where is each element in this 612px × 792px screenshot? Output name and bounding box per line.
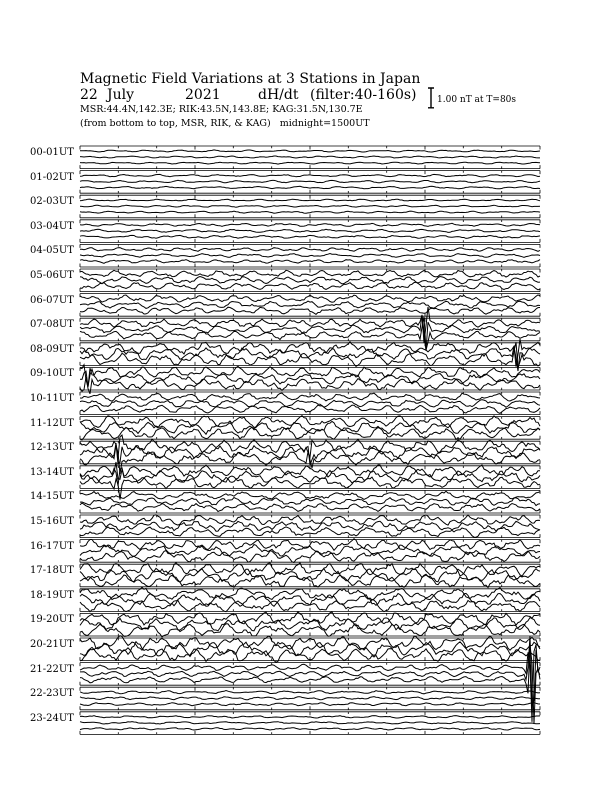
- trace-msr: [80, 162, 540, 164]
- row-label: 16-17UT: [30, 540, 74, 552]
- trace-rik: [80, 301, 540, 308]
- row-label: 06-07UT: [30, 294, 74, 306]
- row-label: 19-20UT: [30, 614, 74, 626]
- trace-msr: [80, 703, 540, 706]
- row-label: 10-11UT: [30, 393, 74, 404]
- trace-rik: [80, 545, 540, 557]
- row-label: 00-01UT: [30, 147, 74, 158]
- panel-ticks: [80, 564, 540, 587]
- row-label: 13-14UT: [30, 466, 74, 478]
- trace-msr: [80, 211, 540, 213]
- quantity-label: dH/dt: [258, 87, 299, 103]
- row-label: 20-21UT: [30, 639, 74, 650]
- chart-title: Magnetic Field Variations at 3 Stations in Japan: [80, 71, 421, 87]
- trace-rik: [80, 180, 540, 183]
- trace-rik: [80, 593, 540, 606]
- trace-msr: [80, 235, 540, 238]
- row-label: 07-08UT: [30, 319, 74, 331]
- trace-rik: [80, 254, 540, 258]
- trace-rik: [80, 618, 540, 631]
- row-label: 21-22UT: [30, 663, 74, 675]
- row-label: 03-04UT: [30, 220, 74, 232]
- row-label: 01-02UT: [30, 171, 74, 183]
- trace-rik: [80, 205, 540, 207]
- midnight-note: midnight=1500UT: [279, 118, 370, 129]
- panel-ticks: [80, 294, 540, 317]
- row-label: 15-16UT: [30, 516, 74, 527]
- trace-rik: [80, 229, 540, 232]
- row-label: 22-23UT: [30, 688, 74, 700]
- date-month: July: [107, 87, 135, 103]
- row-label: 14-15UT: [30, 491, 74, 503]
- row-label: 09-10UT: [30, 368, 74, 380]
- panel-ticks: [80, 367, 540, 390]
- filter-label: (filter:40-160s): [310, 87, 417, 103]
- row-label: 04-05UT: [30, 245, 74, 257]
- row-label: 17-18UT: [30, 565, 74, 577]
- row-label: 05-06UT: [30, 270, 74, 281]
- trace-rik: [80, 697, 540, 700]
- trace-msr: [80, 377, 540, 394]
- trace-kag: [80, 248, 540, 252]
- date-year: 2021: [185, 87, 221, 103]
- trace-kag: [80, 223, 540, 226]
- trace-kag: [80, 150, 540, 152]
- trace-rik: [80, 568, 540, 582]
- row-label: 18-19UT: [30, 589, 74, 601]
- trace-kag: [80, 174, 540, 177]
- row-label: 11-12UT: [30, 417, 74, 429]
- trace-msr: [80, 728, 540, 730]
- row-label: 12-13UT: [30, 442, 74, 454]
- order-note: (from bottom to top, MSR, RIK, & KAG): [80, 118, 271, 129]
- trace-kag: [80, 691, 540, 694]
- row-label: 08-09UT: [30, 343, 74, 355]
- scale-bar: [428, 88, 434, 108]
- stations-line: MSR:44.4N,142.3E; RIK:43.5N,143.8E; KAG:31.5N,130.7E: [80, 104, 363, 115]
- trace-msr: [80, 186, 540, 189]
- order-line: [80, 118, 370, 129]
- scale-label: 1.00 nT at T=80s: [437, 95, 517, 105]
- panel-ticks: [80, 490, 540, 513]
- row-label: 23-24UT: [30, 712, 74, 724]
- date-day: 22: [80, 87, 98, 103]
- trace-rik: [80, 722, 540, 724]
- row-label: 02-03UT: [30, 196, 74, 208]
- trace-rik: [80, 642, 540, 657]
- trace-kag: [80, 199, 540, 201]
- trace-rik: [80, 400, 540, 408]
- trace-kag: [80, 716, 540, 718]
- trace-rik: [80, 636, 540, 707]
- trace-rik: [80, 156, 540, 158]
- trace-rik: [80, 277, 540, 284]
- trace-msr: [80, 260, 540, 264]
- trace-rik: [80, 521, 540, 531]
